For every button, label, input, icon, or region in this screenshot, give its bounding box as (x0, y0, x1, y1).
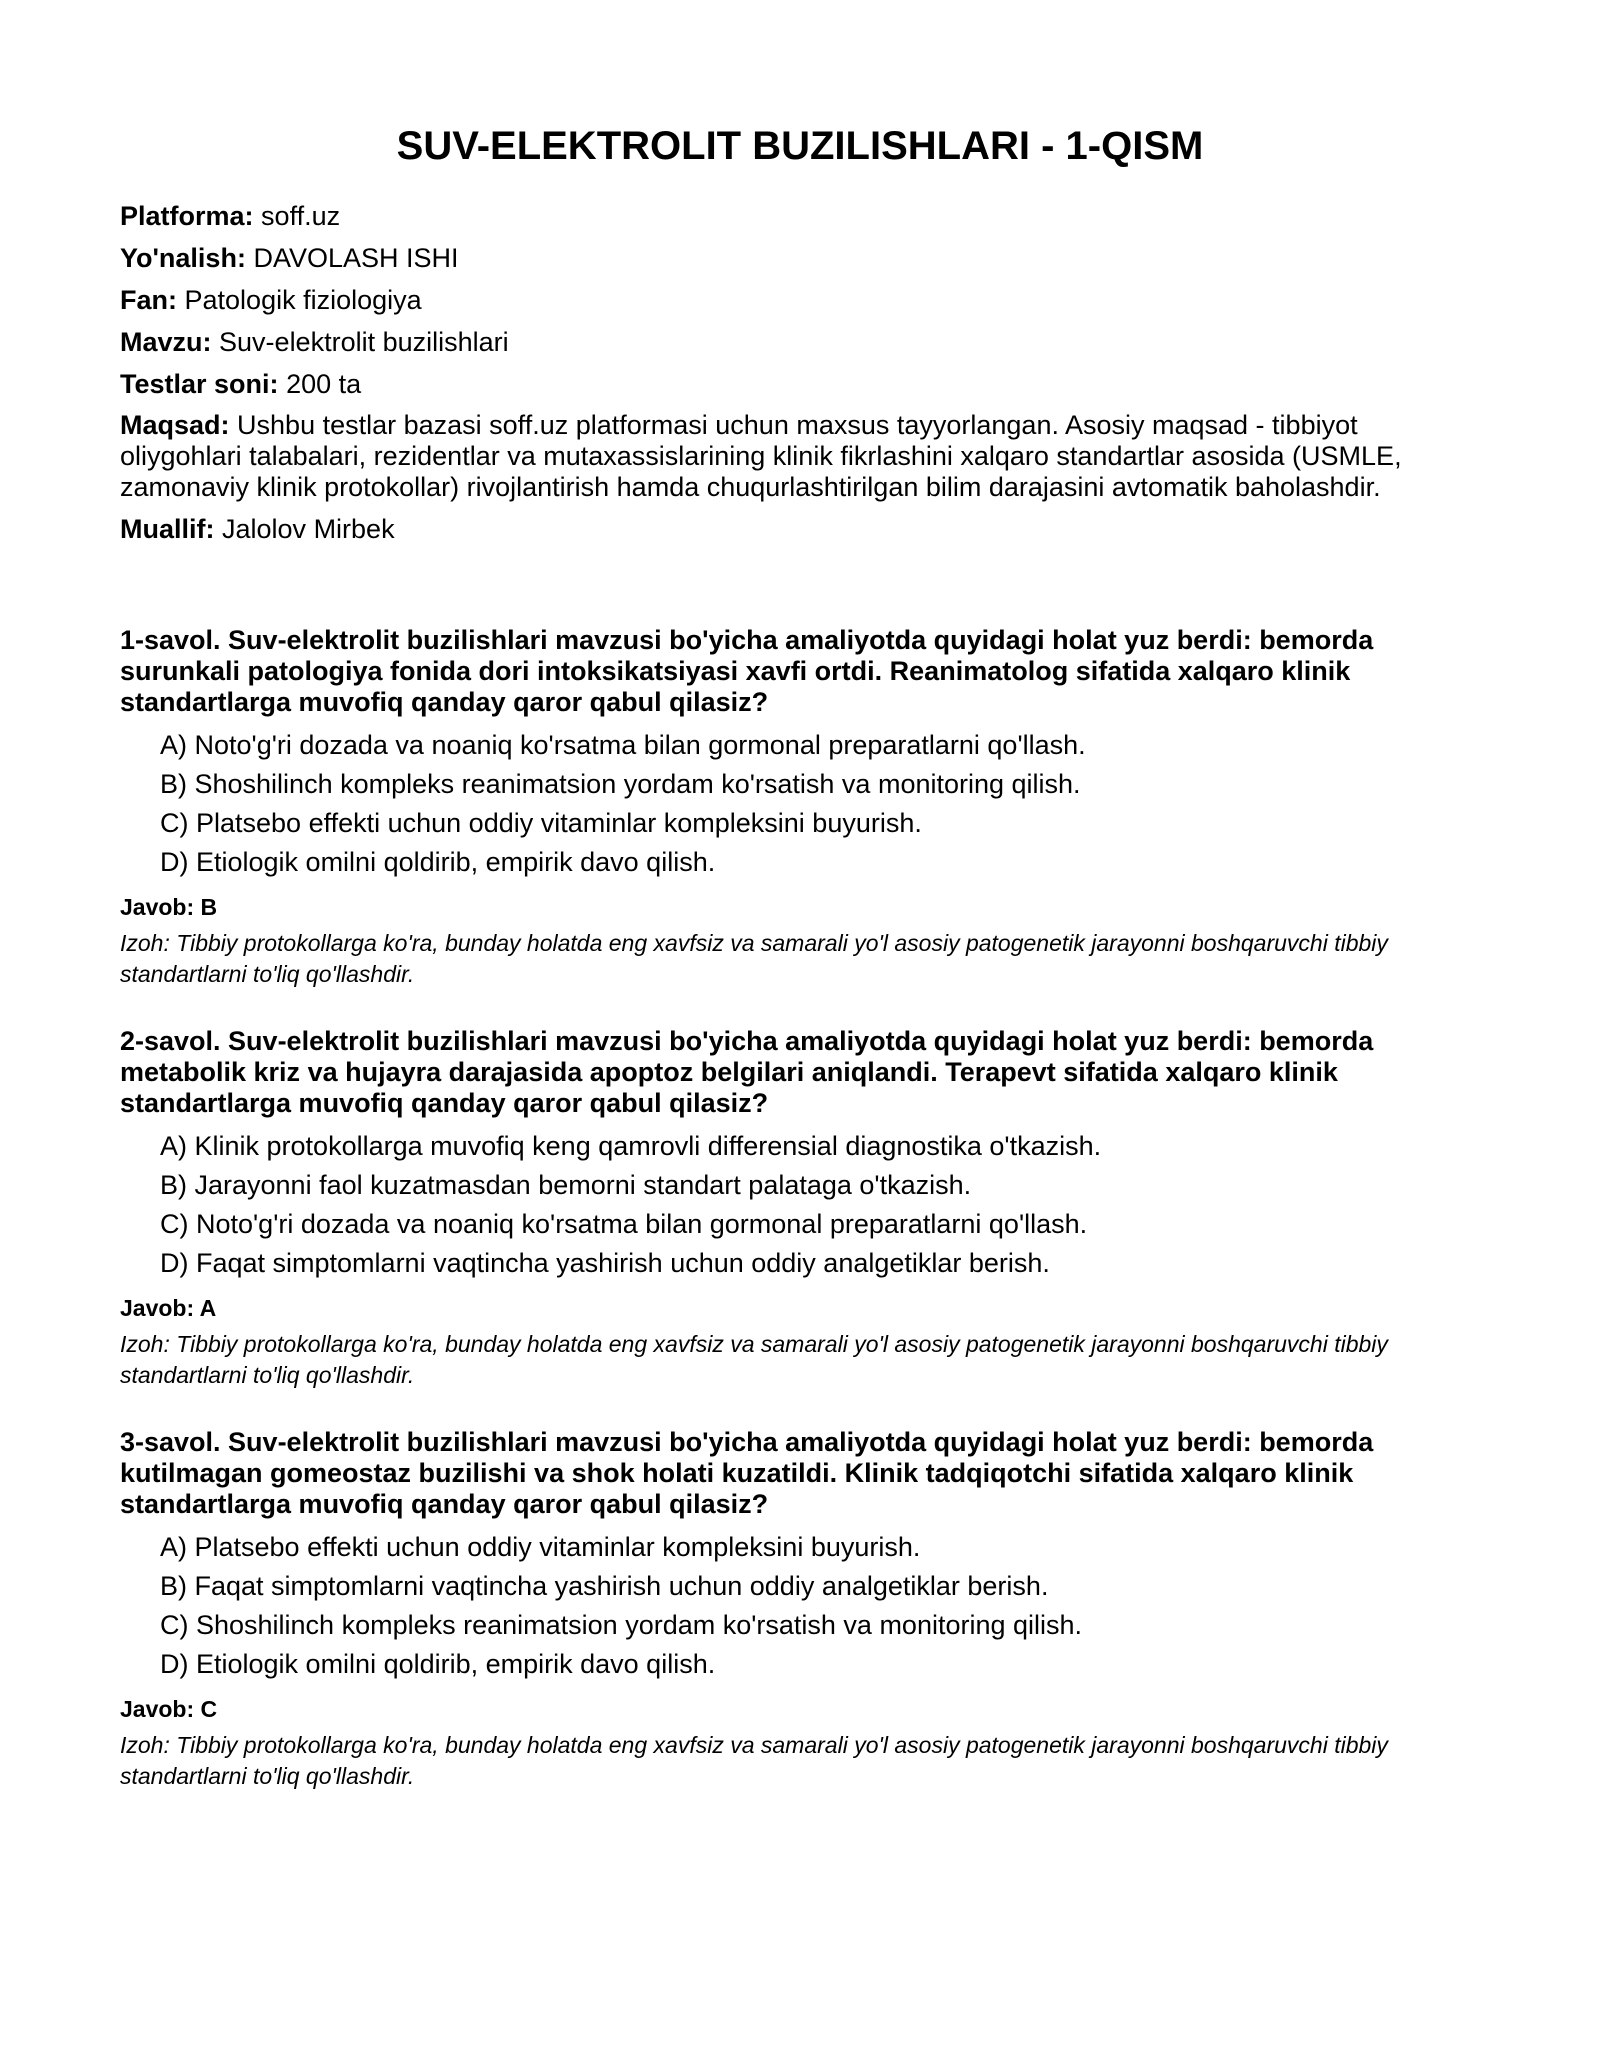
option-c: C) Shoshilinch kompleks reanimatsion yordam ko'rsatish va monitoring qilish. (160, 1610, 1083, 1640)
question-1 (120, 625, 1480, 990)
options-list (120, 730, 1480, 878)
question-2 (120, 1026, 1480, 1391)
option-c: C) Noto'g'ri dozada va noaniq ko'rsatma bilan gormonal preparatlarni qo'llash. (160, 1209, 1088, 1239)
explanation: Izoh: Tibbiy protokollarga ko'ra, bunday holatda eng xavfsiz va samarali yo'l asosiy patogenetik jarayonni boshqaruvchi tibbiy standartlarni to'liq qo'llashdir. (120, 930, 1388, 987)
meta-direction (120, 242, 1480, 274)
question-text: 2-savol. Suv-elektrolit buzilishlari mavzusi bo'yicha amaliyotda quyidagi holat yuz berdi: bemorda metabolik kriz va hujayra darajasida apoptoz belgilari aniqlandi. Terapevt sifatida xalqaro klinik standartlarga muvofiq qanday qaror qabul qilasiz? (120, 1026, 1374, 1118)
option-d: D) Faqat simptomlarni vaqtincha yashirish uchun oddiy analgetiklar berish. (160, 1248, 1050, 1278)
option-b: B) Jarayonni faol kuzatmasdan bemorni standart palataga o'tkazish. (160, 1170, 972, 1200)
meta-author (120, 513, 1480, 545)
meta-purpose-label: Maqsad: (120, 410, 230, 440)
answer: Javob: C (120, 1696, 218, 1722)
meta-platform-label: Platforma: (120, 201, 254, 231)
question-text: 1-savol. Suv-elektrolit buzilishlari mavzusi bo'yicha amaliyotda quyidagi holat yuz berdi: bemorda surunkali patologiya fonida dori intoksikatsiyasi xavfi ortdi. Reanimatolog sifatida xalqaro klinik standartlarga muvofiq qanday qaror qabul qilasiz? (120, 625, 1374, 717)
meta-topic-value: Suv-elektrolit buzilishlari (219, 327, 509, 357)
meta-purpose (120, 410, 1480, 503)
meta-direction-label: Yo'nalish: (120, 243, 246, 273)
meta-subject-value: Patologik fiziologiya (184, 285, 422, 315)
question-3 (120, 1427, 1480, 1792)
answer: Javob: A (120, 1295, 217, 1321)
meta-platform-value: soff.uz (261, 201, 341, 231)
option-a: A) Noto'g'ri dozada va noaniq ko'rsatma bilan gormonal preparatlarni qo'llash. (160, 730, 1086, 760)
meta-author-label: Muallif: (120, 514, 215, 544)
option-b: B) Shoshilinch kompleks reanimatsion yordam ko'rsatish va monitoring qilish. (160, 769, 1081, 799)
meta-direction-value: DAVOLASH ISHI (253, 243, 459, 273)
meta-topic-label: Mavzu: (120, 327, 212, 357)
options-list (120, 1532, 1480, 1680)
meta-topic (120, 326, 1480, 358)
explanation: Izoh: Tibbiy protokollarga ko'ra, bunday holatda eng xavfsiz va samarali yo'l asosiy patogenetik jarayonni boshqaruvchi tibbiy standartlarni to'liq qo'llashdir. (120, 1732, 1388, 1789)
option-d: D) Etiologik omilni qoldirib, empirik davo qilish. (160, 1649, 716, 1679)
meta-platform (120, 200, 1480, 232)
meta-tests-count-value: 200 ta (286, 369, 362, 399)
meta-tests-count-label: Testlar soni: (120, 369, 279, 399)
meta-tests-count (120, 368, 1480, 400)
option-d: D) Etiologik omilni qoldirib, empirik davo qilish. (160, 847, 716, 877)
option-a: A) Platsebo effekti uchun oddiy vitaminlar kompleksini buyurish. (160, 1532, 921, 1562)
meta-purpose-value: Ushbu testlar bazasi soff.uz platformasi uchun maxsus tayyorlangan. Asosiy maqsad - tibbiyot oliygohlari talabalari, rezidentlar va mutaxassislarining klinik fikrlashini xalqaro standartlar asosida (USMLE, zamonaviy klinik protokollar) rivojlantirish hamda chuqurlashtirilgan bilim darajasini avtomatik baholashdir. (120, 410, 1402, 502)
option-c: C) Platsebo effekti uchun oddiy vitaminlar kompleksini buyurish. (160, 808, 922, 838)
option-b: B) Faqat simptomlarni vaqtincha yashirish uchun oddiy analgetiklar berish. (160, 1571, 1049, 1601)
answer: Javob: B (120, 894, 218, 920)
meta-author-value: Jalolov Mirbek (222, 514, 395, 544)
meta-section (120, 200, 1480, 545)
options-list (120, 1131, 1480, 1279)
meta-subject-label: Fan: (120, 285, 177, 315)
questions-list (120, 625, 1480, 1792)
document-title: SUV-ELEKTROLIT BUZILISHLARI - 1-QISM (396, 124, 1204, 168)
question-text: 3-savol. Suv-elektrolit buzilishlari mavzusi bo'yicha amaliyotda quyidagi holat yuz berdi: bemorda kutilmagan gomeostaz buzilishi va shok holati kuzatildi. Klinik tadqiqotchi sifatida xalqaro klinik standartlarga muvofiq qanday qaror qabul qilasiz? (120, 1427, 1374, 1519)
option-a: A) Klinik protokollarga muvofiq keng qamrovli differensial diagnostika o'tkazish. (160, 1131, 1102, 1161)
explanation: Izoh: Tibbiy protokollarga ko'ra, bunday holatda eng xavfsiz va samarali yo'l asosiy patogenetik jarayonni boshqaruvchi tibbiy standartlarni to'liq qo'llashdir. (120, 1331, 1388, 1388)
meta-subject (120, 284, 1480, 316)
